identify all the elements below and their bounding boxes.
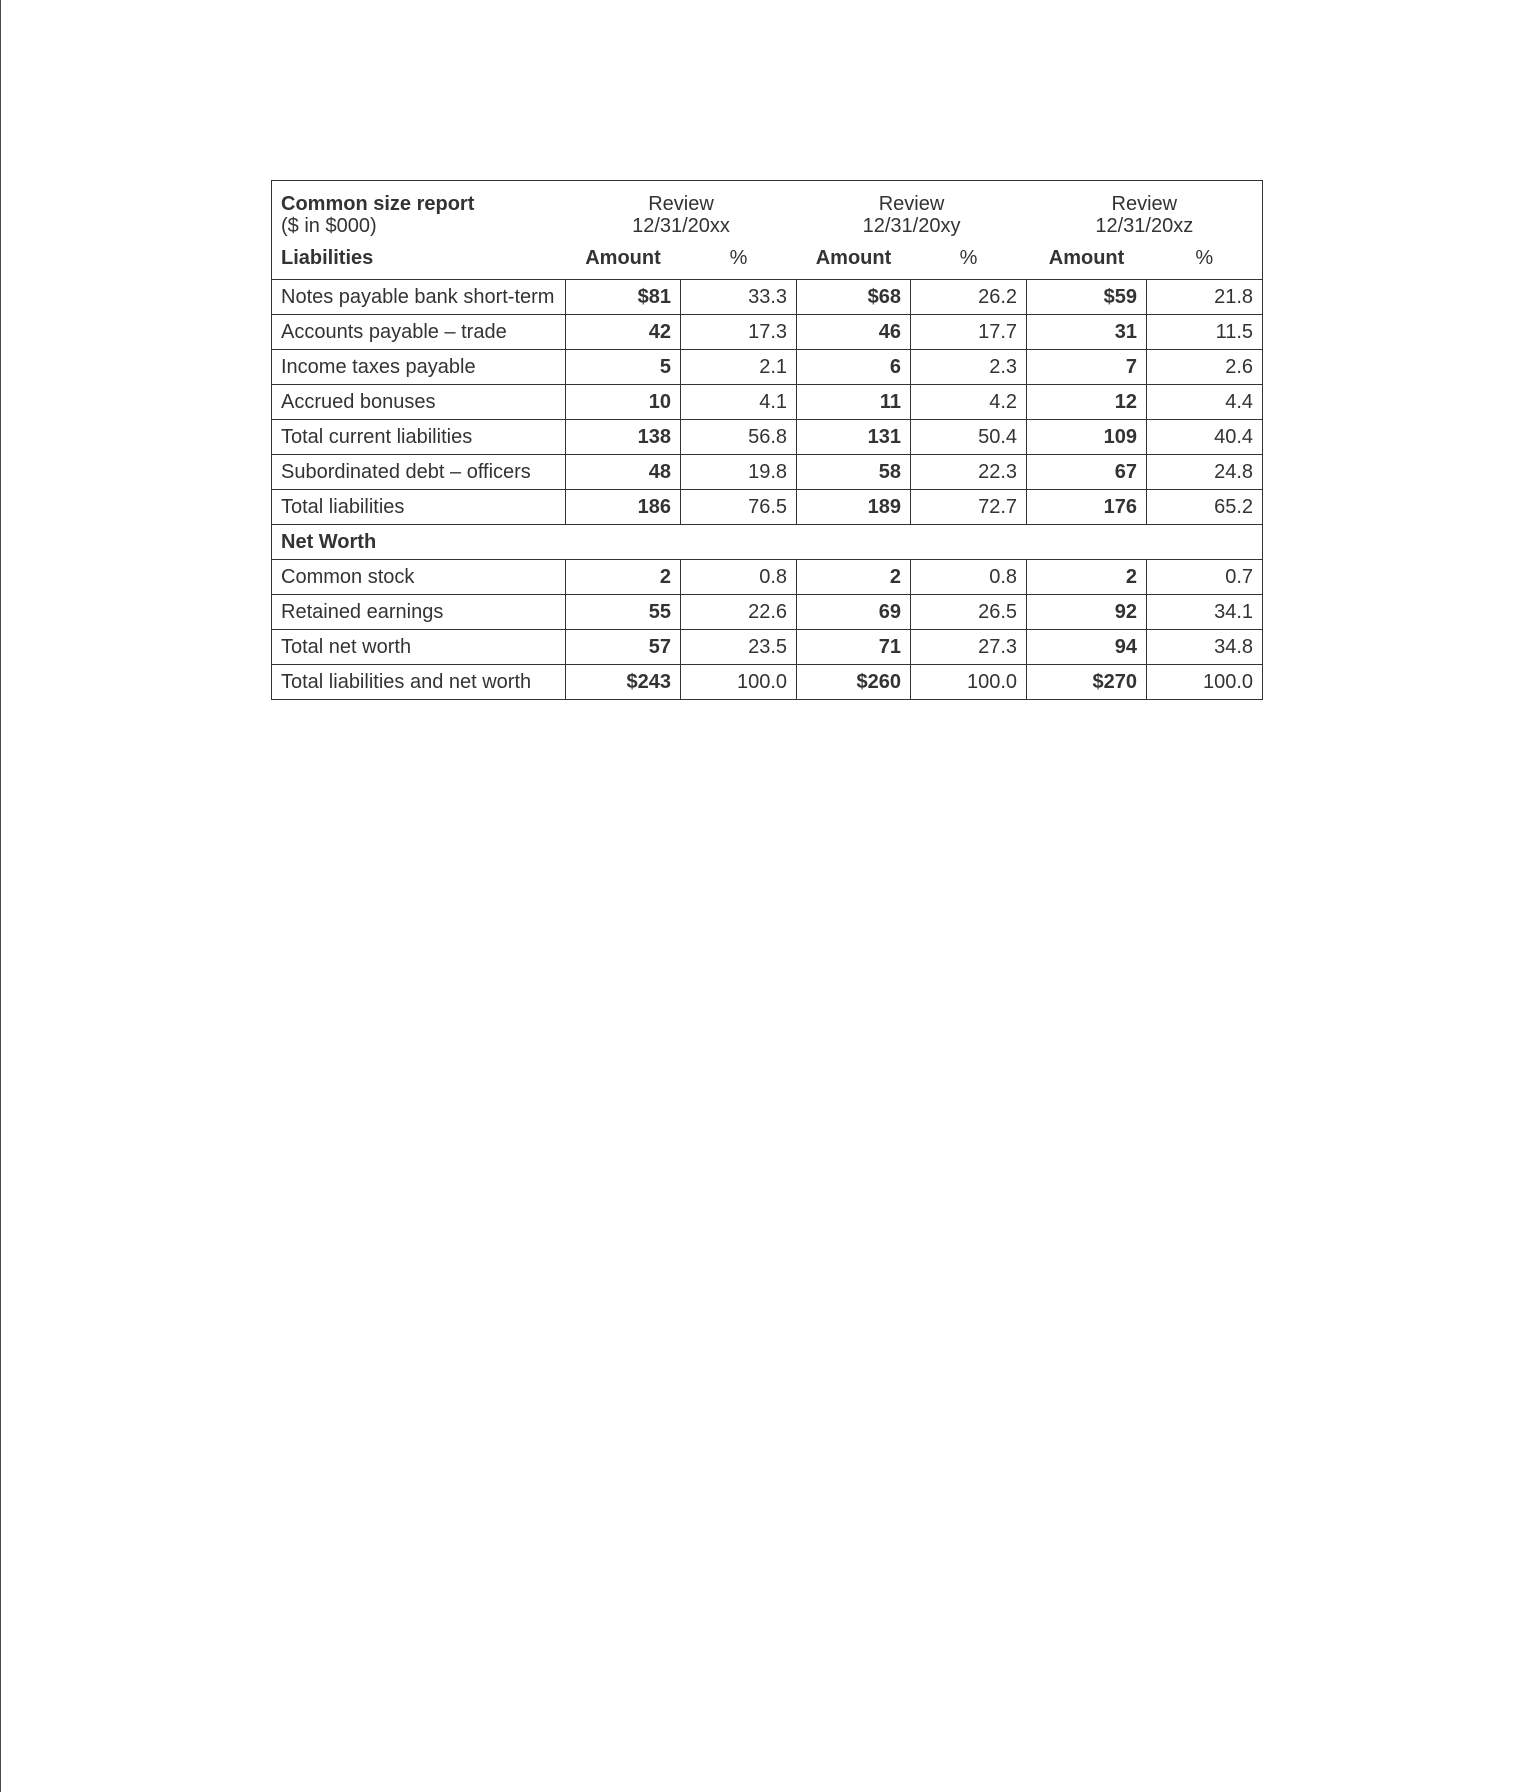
- amount-cell: 69: [797, 595, 911, 630]
- row-label: Total net worth: [272, 630, 566, 665]
- percent-cell: 2.3: [911, 350, 1027, 385]
- amount-cell: $243: [566, 665, 681, 700]
- percent-cell: 17.7: [911, 315, 1027, 350]
- period-header-3: [1027, 181, 1263, 246]
- amount-cell: 67: [1027, 455, 1147, 490]
- amount-cell: 31: [1027, 315, 1147, 350]
- percent-cell: 17.3: [681, 315, 797, 350]
- percent-cell: 56.8: [681, 420, 797, 455]
- amount-cell: 10: [566, 385, 681, 420]
- percent-cell: 72.7: [911, 490, 1027, 525]
- table-row: [272, 280, 1263, 315]
- amount-cell: 189: [797, 490, 911, 525]
- empty-cell: [681, 525, 797, 560]
- amount-cell: 5: [566, 350, 681, 385]
- period-header-2: [797, 181, 1027, 246]
- amount-cell: 2: [797, 560, 911, 595]
- empty-cell: [911, 525, 1027, 560]
- table-row: [272, 350, 1263, 385]
- amount-cell: 176: [1027, 490, 1147, 525]
- percent-cell: 11.5: [1147, 315, 1263, 350]
- percent-cell: 76.5: [681, 490, 797, 525]
- table-row: [272, 665, 1263, 700]
- amount-cell: 138: [566, 420, 681, 455]
- amount-header: Amount: [815, 247, 892, 269]
- page-left-border: [0, 0, 1, 1792]
- liabilities-section-label: Liabilities: [281, 247, 374, 269]
- table-row: [272, 630, 1263, 665]
- period-label: Review: [1111, 193, 1178, 215]
- amount-cell: $59: [1027, 280, 1147, 315]
- percent-cell: 100.0: [681, 665, 797, 700]
- amount-cell: 186: [566, 490, 681, 525]
- percent-cell: 4.1: [681, 385, 797, 420]
- amount-header: Amount: [1048, 247, 1125, 269]
- row-label: Common stock: [272, 560, 566, 595]
- amount-cell: $260: [797, 665, 911, 700]
- report-title: Common size report: [281, 193, 475, 215]
- report-unit-note: ($ in $000): [281, 215, 377, 237]
- percent-cell: 34.8: [1147, 630, 1263, 665]
- amount-cell: 48: [566, 455, 681, 490]
- percent-cell: 23.5: [681, 630, 797, 665]
- amount-cell: 2: [566, 560, 681, 595]
- percent-cell: 0.8: [681, 560, 797, 595]
- percent-cell: 26.2: [911, 280, 1027, 315]
- percent-cell: 4.4: [1147, 385, 1263, 420]
- amount-cell: 6: [797, 350, 911, 385]
- amount-cell: 7: [1027, 350, 1147, 385]
- amount-cell: 131: [797, 420, 911, 455]
- table-row: [272, 455, 1263, 490]
- common-size-report-table: [271, 180, 1263, 700]
- report-title-cell: [272, 181, 566, 246]
- amount-header: Amount: [585, 247, 661, 269]
- table-row: [272, 315, 1263, 350]
- row-label: Accounts payable – trade: [272, 315, 566, 350]
- empty-cell: [566, 525, 681, 560]
- percent-cell: 26.5: [911, 595, 1027, 630]
- percent-cell: 40.4: [1147, 420, 1263, 455]
- table-row: [272, 420, 1263, 455]
- percent-cell: 34.1: [1147, 595, 1263, 630]
- period-date: 12/31/20xy: [862, 215, 961, 237]
- amount-cell: 12: [1027, 385, 1147, 420]
- report-body: [272, 280, 1263, 700]
- percent-cell: 100.0: [1147, 665, 1263, 700]
- amount-cell: 2: [1027, 560, 1147, 595]
- percent-cell: 19.8: [681, 455, 797, 490]
- percent-cell: 50.4: [911, 420, 1027, 455]
- percent-cell: 24.8: [1147, 455, 1263, 490]
- percent-cell: 27.3: [911, 630, 1027, 665]
- percent-cell: 22.3: [911, 455, 1027, 490]
- amount-cell: 109: [1027, 420, 1147, 455]
- empty-cell: [1027, 525, 1147, 560]
- period-date: 12/31/20xx: [632, 215, 730, 237]
- column-subheader-row: [272, 245, 1263, 280]
- empty-cell: [797, 525, 911, 560]
- period-date: 12/31/20xz: [1095, 215, 1194, 237]
- empty-cell: [1147, 525, 1263, 560]
- amount-cell: $270: [1027, 665, 1147, 700]
- amount-cell: 42: [566, 315, 681, 350]
- table-row: [272, 490, 1263, 525]
- period-label: Review: [878, 193, 945, 215]
- row-label: Total liabilities: [272, 490, 566, 525]
- row-label: Income taxes payable: [272, 350, 566, 385]
- row-label: Subordinated debt – officers: [272, 455, 566, 490]
- percent-cell: 2.6: [1147, 350, 1263, 385]
- percent-cell: 22.6: [681, 595, 797, 630]
- percent-cell: 100.0: [911, 665, 1027, 700]
- report-header-row: [272, 181, 1263, 246]
- net-worth-section-row: [272, 525, 1263, 560]
- period-label: Review: [648, 193, 714, 215]
- amount-cell: 58: [797, 455, 911, 490]
- percent-cell: 33.3: [681, 280, 797, 315]
- percent-header: %: [1195, 247, 1214, 269]
- table-row: [272, 595, 1263, 630]
- row-label: Retained earnings: [272, 595, 566, 630]
- row-label: Total current liabilities: [272, 420, 566, 455]
- amount-cell: 46: [797, 315, 911, 350]
- row-label: Accrued bonuses: [272, 385, 566, 420]
- amount-cell: $68: [797, 280, 911, 315]
- percent-header: %: [729, 247, 748, 269]
- amount-cell: 92: [1027, 595, 1147, 630]
- percent-cell: 0.7: [1147, 560, 1263, 595]
- percent-header: %: [959, 247, 978, 269]
- period-header-1: [566, 181, 797, 246]
- amount-cell: 55: [566, 595, 681, 630]
- percent-cell: 21.8: [1147, 280, 1263, 315]
- percent-cell: 4.2: [911, 385, 1027, 420]
- row-label: Total liabilities and net worth: [272, 665, 566, 700]
- amount-cell: 11: [797, 385, 911, 420]
- net-worth-section-label: Net Worth: [272, 525, 566, 560]
- percent-cell: 0.8: [911, 560, 1027, 595]
- amount-cell: $81: [566, 280, 681, 315]
- percent-cell: 65.2: [1147, 490, 1263, 525]
- amount-cell: 71: [797, 630, 911, 665]
- amount-cell: 57: [566, 630, 681, 665]
- percent-cell: 2.1: [681, 350, 797, 385]
- table-row: [272, 560, 1263, 595]
- row-label: Notes payable bank short-term: [272, 280, 566, 315]
- amount-cell: 94: [1027, 630, 1147, 665]
- table-row: [272, 385, 1263, 420]
